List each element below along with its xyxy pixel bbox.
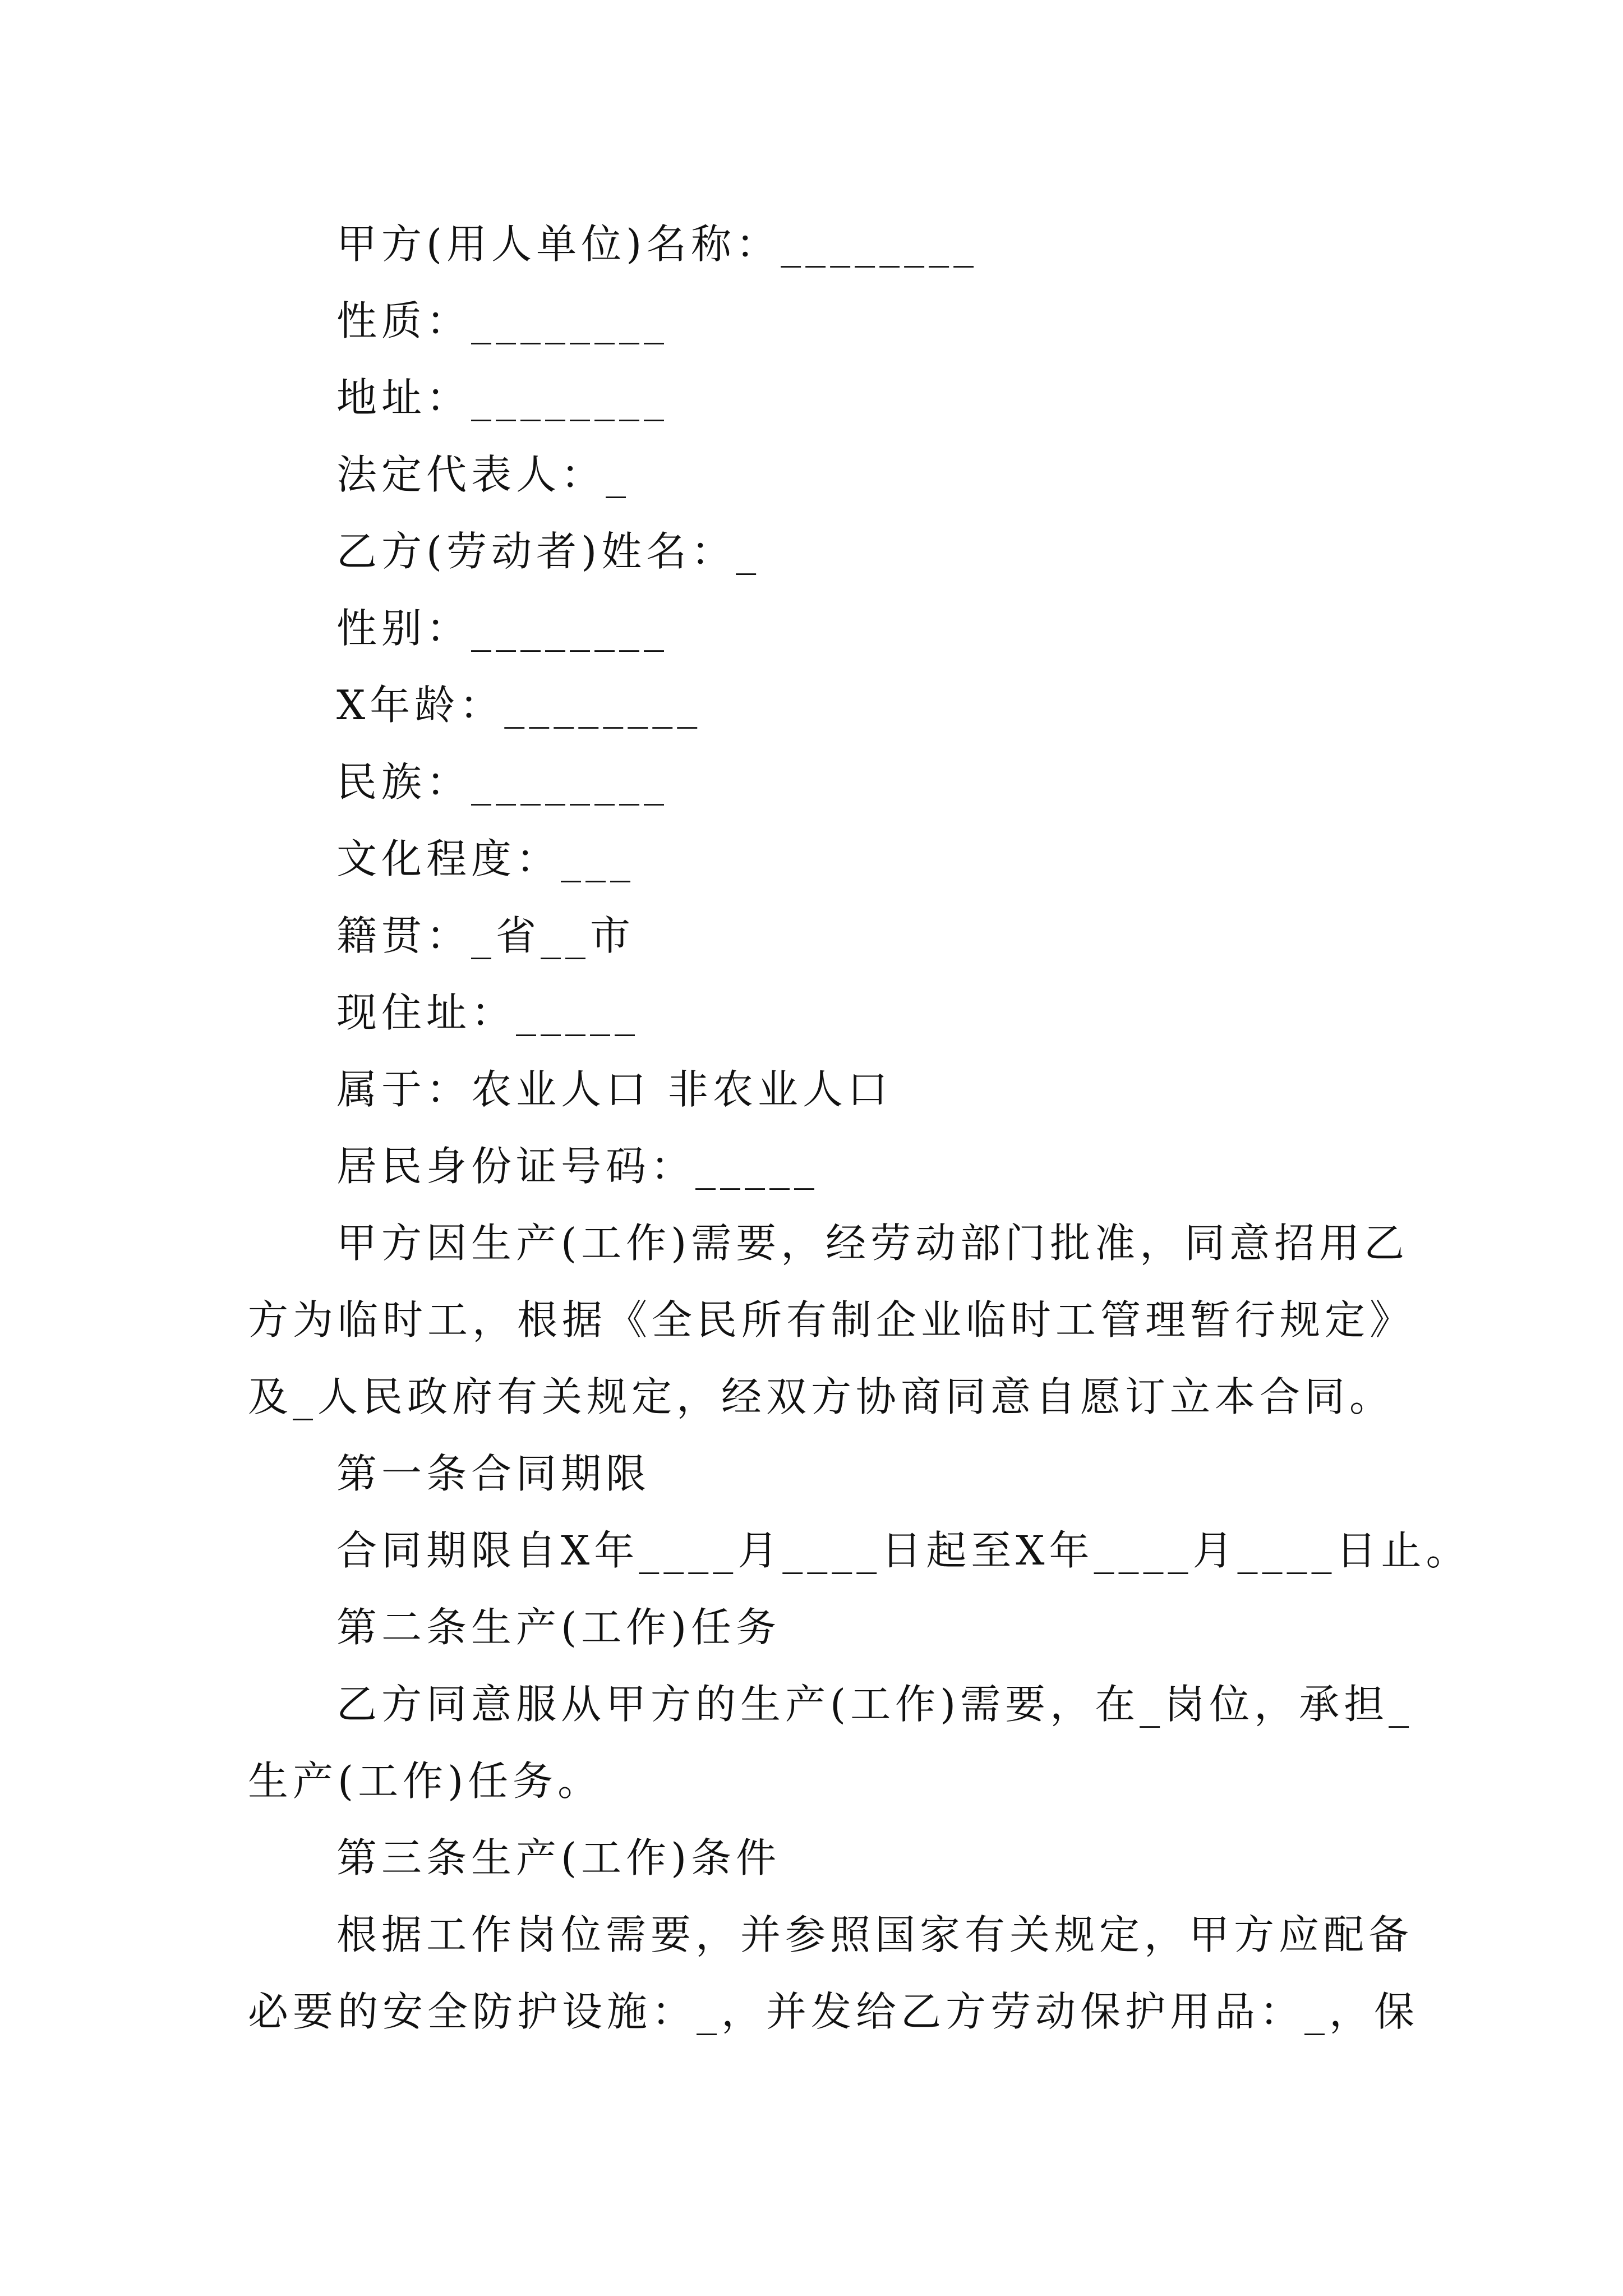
preamble-paragraph-line-2: 方为临时工，根据《全民所有制企业临时工管理暂行规定》 (248, 1296, 1415, 1343)
native-place-field: 籍贯：_省__市 (336, 912, 635, 959)
article-2-body-line-2: 生产(工作)任务。 (248, 1757, 603, 1805)
employer-nature-field: 性质：________ (336, 297, 669, 344)
preamble-paragraph-line-3: 及_人民政府有关规定，经双方协商同意自愿订立本合同。 (248, 1373, 1395, 1420)
employee-name-field: 乙方(劳动者)姓名：_ (336, 528, 761, 575)
gender-field: 性别：________ (336, 605, 669, 652)
id-number-field: 居民身份证号码：_____ (336, 1143, 819, 1190)
current-address-field: 现住址：_____ (336, 989, 640, 1036)
preamble-paragraph-line-1: 甲方因生产(工作)需要，经劳动部门批准，同意招用乙 (336, 1220, 1409, 1267)
household-type-field: 属于：农业人口 非农业人口 (336, 1066, 892, 1113)
employer-address-field: 地址：________ (336, 374, 669, 421)
legal-representative-field: 法定代表人：_ (336, 451, 631, 498)
employer-name-field: 甲方(用人单位)名称：________ (336, 220, 979, 268)
article-1-heading: 第一条合同期限 (336, 1450, 651, 1497)
education-field: 文化程度：___ (336, 835, 635, 882)
article-1-body: 合同期限自X年____月____日起至X年____月____日止。 (336, 1527, 1471, 1574)
ethnicity-field: 民族：________ (336, 758, 669, 806)
article-3-body-line-2: 必要的安全防护设施：_，并发给乙方劳动保护用品：_，保 (248, 1988, 1419, 2035)
article-2-heading: 第二条生产(工作)任务 (336, 1604, 781, 1651)
article-2-body-line-1: 乙方同意服从甲方的生产(工作)需要，在_岗位，承担_ (336, 1681, 1414, 1728)
article-3-heading: 第三条生产(工作)条件 (336, 1834, 781, 1881)
article-3-body-line-1: 根据工作岗位需要，并参照国家有关规定，甲方应配备 (336, 1911, 1414, 1958)
age-field: X年龄：________ (336, 682, 702, 729)
